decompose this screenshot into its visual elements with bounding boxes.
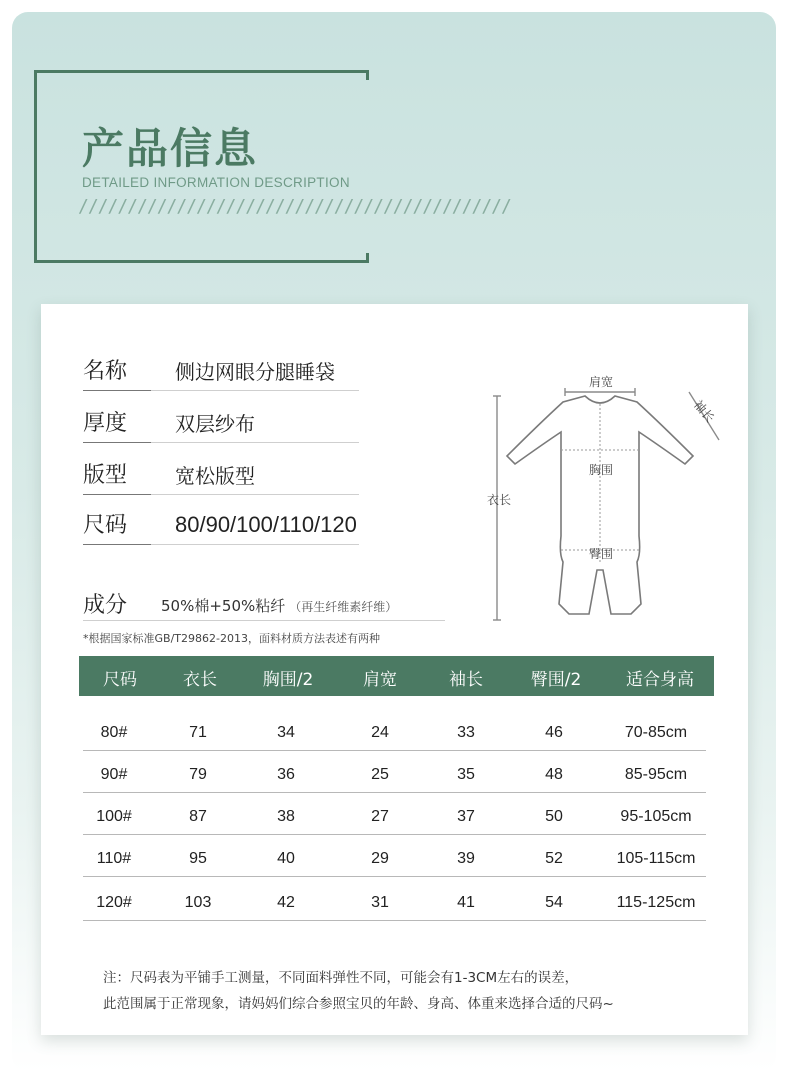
garment-diagram bbox=[487, 364, 733, 634]
table-cell: 33 bbox=[457, 724, 475, 741]
table-row bbox=[83, 752, 706, 793]
table-cell: 37 bbox=[457, 808, 475, 825]
frame-tick bbox=[366, 253, 369, 263]
table-row bbox=[83, 836, 706, 877]
divider bbox=[83, 442, 151, 443]
table-cell: 95 bbox=[189, 850, 207, 867]
info-value: 宽松版型 bbox=[175, 464, 255, 488]
info-row-composition bbox=[83, 588, 445, 621]
table-cell: 35 bbox=[457, 766, 475, 783]
header-cell: 胸围/2 bbox=[262, 670, 314, 690]
table-cell: 85-95cm bbox=[624, 766, 688, 783]
standard-footnote: *根据国家标准GB/T29862-2013，面料材质方法表述有两种 bbox=[83, 632, 380, 645]
table-cell: 100# bbox=[96, 808, 132, 825]
info-key: 成分 bbox=[83, 593, 128, 618]
table-cell: 95-105cm bbox=[620, 808, 692, 825]
table-cell: 90# bbox=[100, 766, 128, 783]
decorative-slashes: //////////////////////////////////////////// bbox=[78, 196, 511, 217]
label-chest: 胸围 bbox=[589, 463, 614, 477]
info-row-fit bbox=[83, 458, 359, 495]
info-value: 80/90/100/110/120 bbox=[175, 512, 357, 537]
table-cell: 29 bbox=[371, 850, 389, 867]
info-row-name bbox=[83, 354, 359, 391]
table-cell: 110# bbox=[96, 850, 132, 867]
page-title: 产品信息 bbox=[82, 124, 259, 173]
table-cell: 46 bbox=[545, 724, 563, 741]
table-cell: 50 bbox=[545, 808, 563, 825]
info-value: 双层纱布 bbox=[175, 412, 255, 436]
table-cell: 31 bbox=[371, 894, 389, 911]
info-row-size bbox=[83, 508, 359, 545]
table-cell: 70-85cm bbox=[624, 724, 688, 741]
measurement-note-line2: 此范围属于正常现象，请妈妈们综合参照宝贝的年龄、身高、体重来选择合适的尺码~ bbox=[103, 996, 614, 1012]
info-key: 名称 bbox=[83, 359, 128, 384]
table-cell: 48 bbox=[545, 766, 563, 783]
info-card bbox=[41, 304, 748, 1035]
header-cell: 臀围/2 bbox=[530, 670, 582, 690]
table-cell: 115-125cm bbox=[616, 894, 696, 911]
table-cell: 27 bbox=[371, 808, 389, 825]
header-cell: 适合身高 bbox=[626, 670, 694, 690]
label-shoulder: 肩宽 bbox=[589, 375, 614, 389]
table-cell: 41 bbox=[457, 894, 475, 911]
label-length: 衣长 bbox=[487, 493, 512, 507]
info-value bbox=[161, 595, 397, 616]
table-row bbox=[83, 710, 706, 751]
table-cell: 34 bbox=[277, 724, 295, 741]
info-key: 厚度 bbox=[83, 411, 128, 436]
divider bbox=[83, 544, 151, 545]
table-cell: 38 bbox=[277, 808, 295, 825]
label-sleeve: 袖长 bbox=[690, 397, 718, 426]
table-cell: 24 bbox=[371, 724, 389, 741]
table-cell: 105-115cm bbox=[616, 850, 696, 867]
composition-value: 50%棉+50%粘纤 bbox=[161, 597, 286, 615]
header-cell: 尺码 bbox=[103, 670, 137, 690]
table-cell: 40 bbox=[277, 850, 295, 867]
divider bbox=[83, 390, 151, 391]
table-cell: 54 bbox=[545, 894, 563, 911]
table-cell: 42 bbox=[277, 894, 295, 911]
table-cell: 52 bbox=[545, 850, 563, 867]
table-cell: 25 bbox=[371, 766, 389, 783]
label-hip: 臀围 bbox=[589, 547, 614, 561]
info-key: 尺码 bbox=[83, 513, 128, 538]
table-cell: 120# bbox=[96, 894, 132, 911]
table-row bbox=[83, 794, 706, 835]
table-row bbox=[83, 880, 706, 921]
measurement-note-line1: 注：尺码表为平铺手工测量，不同面料弹性不同，可能会有1-3CM左右的误差， bbox=[103, 970, 579, 986]
size-table-header bbox=[79, 656, 714, 696]
divider bbox=[83, 494, 151, 495]
header-cell: 肩宽 bbox=[363, 670, 397, 690]
header-cell: 袖长 bbox=[449, 670, 483, 690]
info-key: 版型 bbox=[83, 463, 128, 488]
table-cell: 87 bbox=[189, 808, 207, 825]
info-value: 侧边网眼分腿睡袋 bbox=[175, 360, 335, 384]
composition-note: （再生纤维素纤维） bbox=[289, 600, 398, 614]
table-cell: 36 bbox=[277, 766, 295, 783]
table-cell: 39 bbox=[457, 850, 475, 867]
table-cell: 79 bbox=[189, 766, 207, 783]
info-row-thickness bbox=[83, 406, 359, 443]
frame-tick bbox=[366, 70, 369, 80]
header-cell: 衣长 bbox=[183, 670, 217, 690]
table-cell: 103 bbox=[184, 894, 212, 911]
table-cell: 71 bbox=[189, 724, 207, 741]
table-cell: 80# bbox=[100, 724, 128, 741]
page-subtitle: DETAILED INFORMATION DESCRIPTION bbox=[82, 175, 350, 190]
